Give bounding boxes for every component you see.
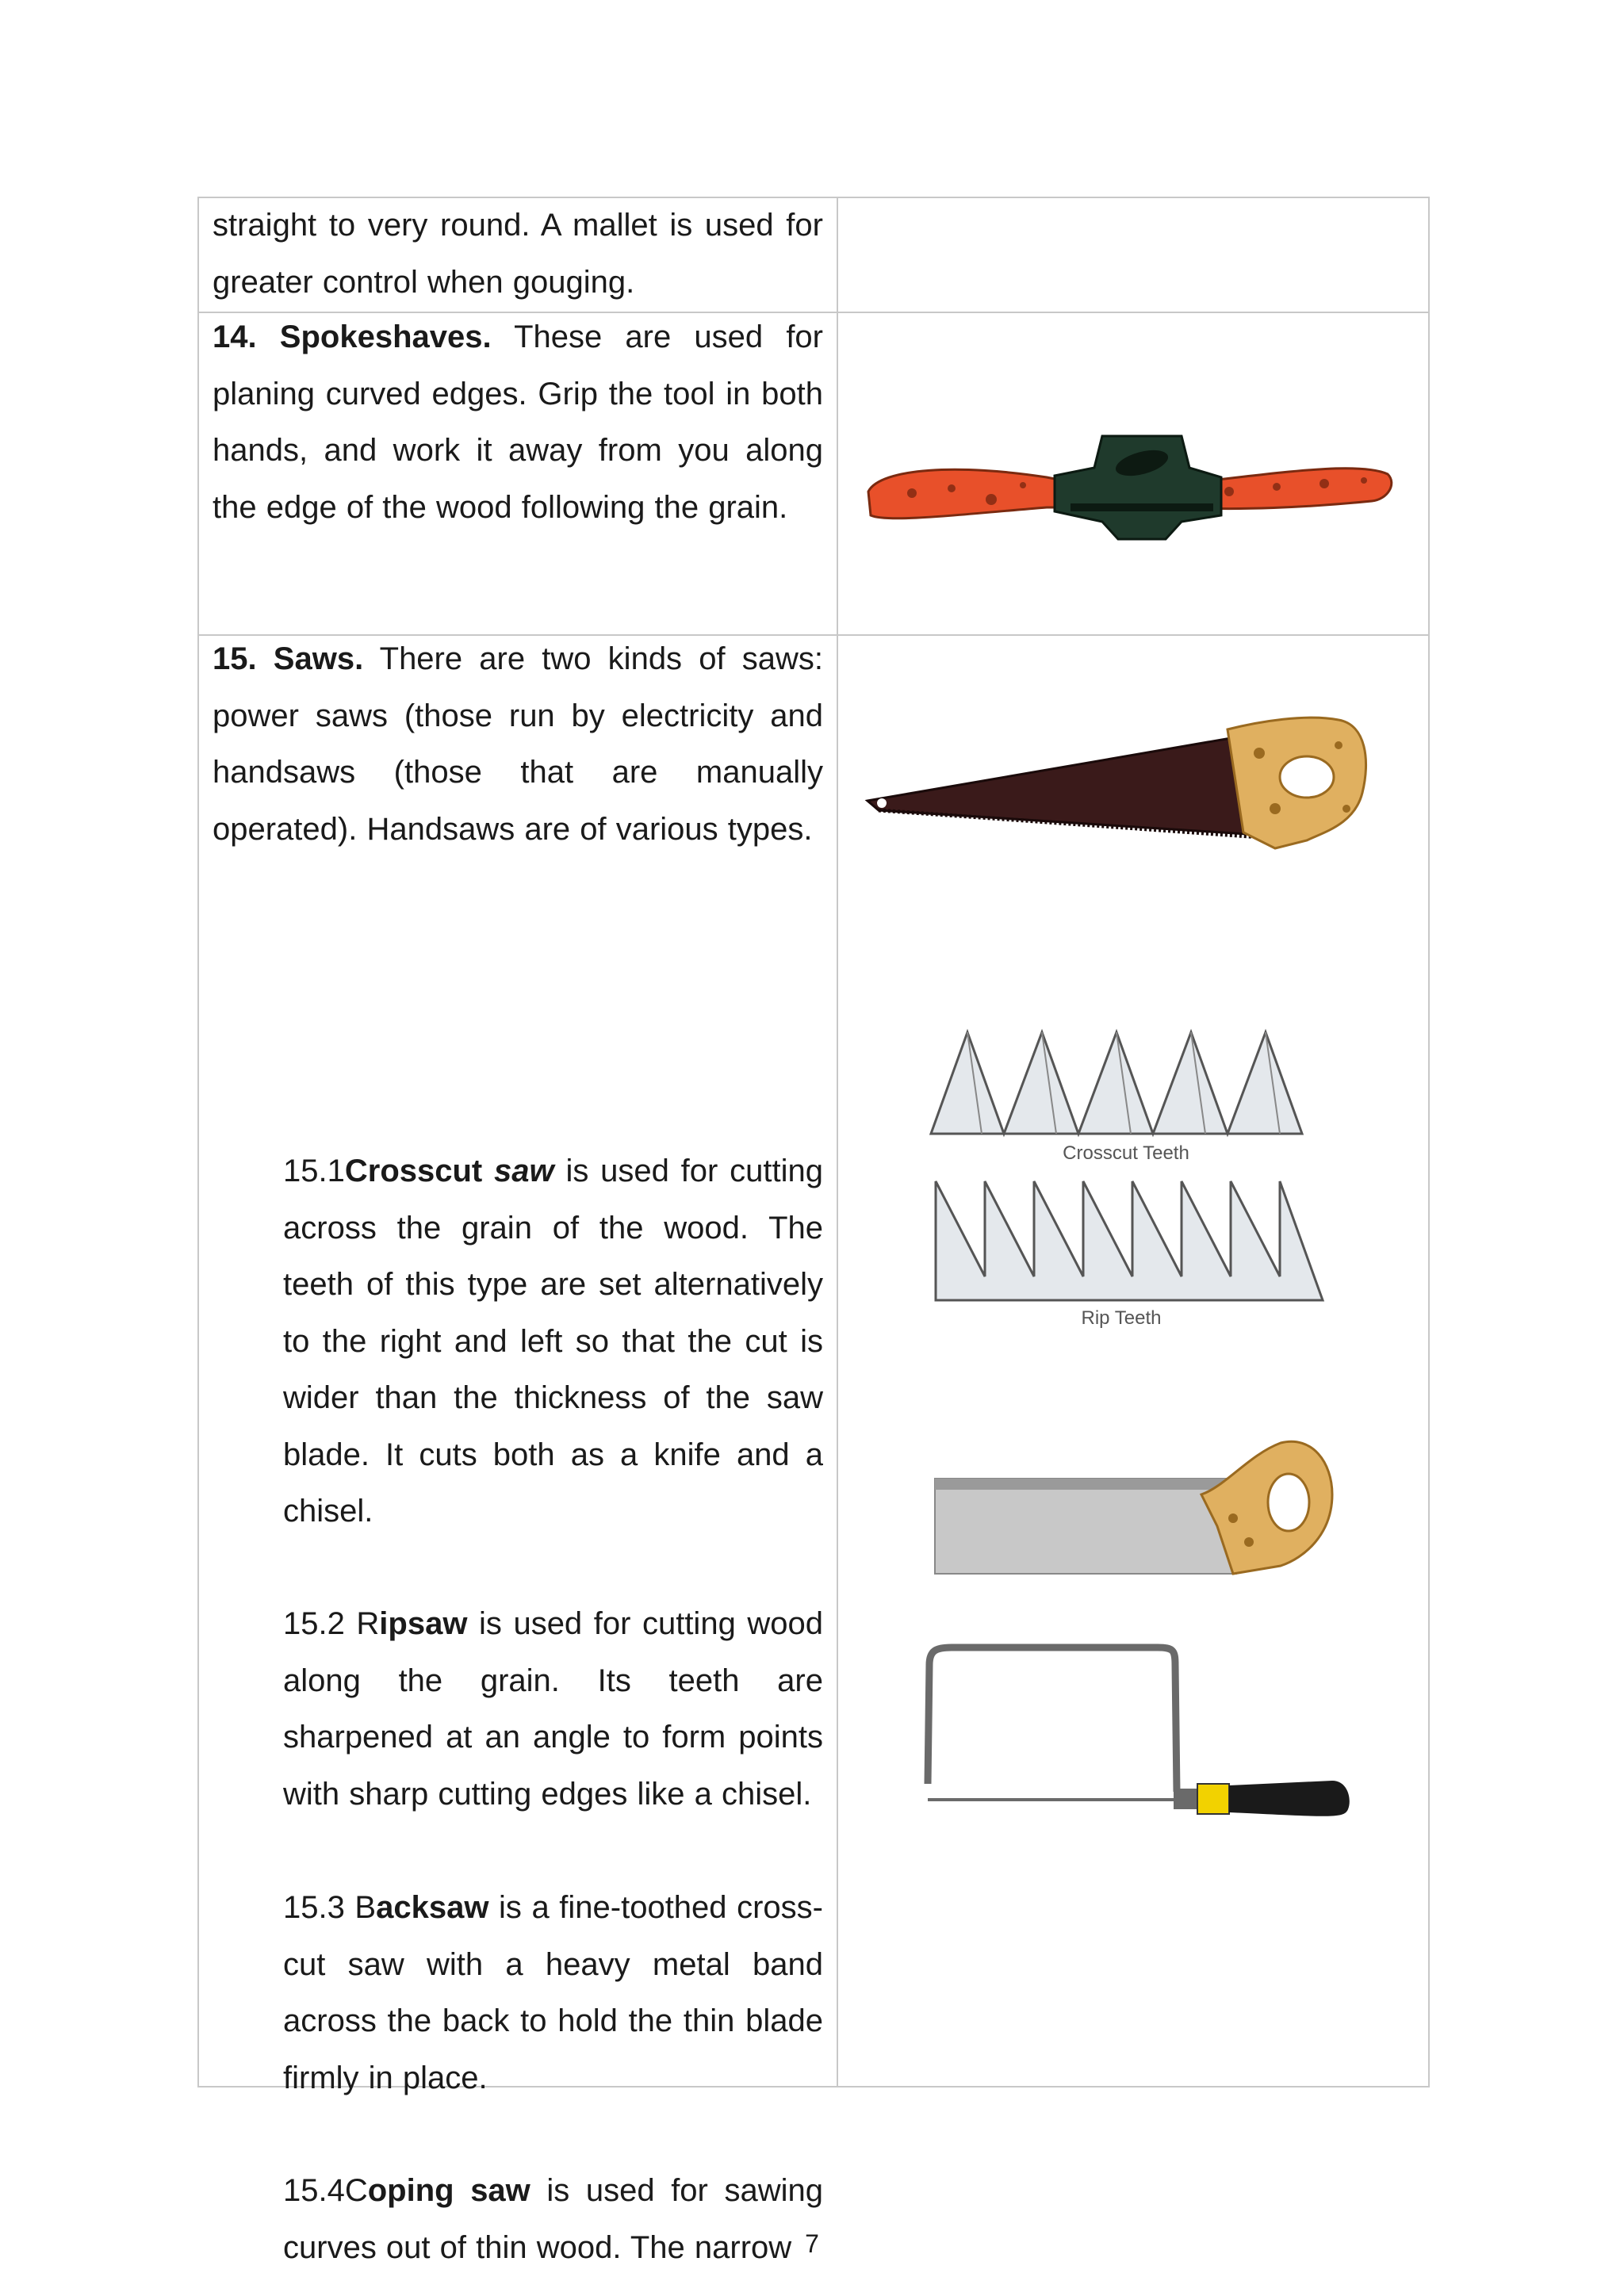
sub-number: 15.4C (283, 2173, 368, 2208)
column-divider (837, 198, 838, 2086)
saws-description: There are two kinds of saws: power saws (those run by electricity and handsaws (those that are manually operated). Handsaws are of various types. (213, 641, 824, 847)
ripsaw-text (283, 1596, 823, 1823)
sub-number: 15.3 B (283, 1890, 377, 1925)
rip-teeth-shape (936, 1181, 1323, 1300)
crosscut-term-italic: saw (494, 1154, 554, 1188)
backsaw-text (283, 1880, 823, 2107)
backsaw-description: is a fine-toothed cross-cut saw with a heavy metal band across the back to hold the thin blade firmly in place. (283, 1890, 823, 2095)
crosscut-saw-text (283, 1143, 823, 1540)
sub-number: 15.1 (283, 1154, 345, 1188)
handsaw-icon (863, 714, 1370, 876)
coping-saw-text (283, 2163, 823, 2276)
spokeshave-description: These are used for planing curved edges. Grip the tool in both hands, and work it away from you along the edge of the wood following the grain. (213, 320, 823, 525)
item-number: 14. (213, 320, 280, 354)
ripsaw-description: is used for cutting wood along the grain. Its teeth are sharpened at an angle to form points with sharp cutting edges like a chisel. (283, 1606, 823, 1812)
spokeshave-icon (864, 428, 1396, 555)
ripsaw-term: ipsaw (379, 1606, 468, 1641)
page-number: 7 (805, 2229, 819, 2258)
gouge-text-body: straight to very round. A mallet is used for greater control when gouging. (213, 208, 823, 300)
coping-saw-term: oping saw (367, 2173, 530, 2208)
crosscut-term: Crosscut (344, 1154, 495, 1188)
backsaw-icon (932, 1439, 1336, 1582)
rip-teeth-label: Rip Teeth (1081, 1307, 1162, 1329)
crosscut-teeth-label: Crosscut Teeth (1063, 1142, 1189, 1164)
sub-number: 15.2 R (283, 1606, 380, 1641)
spokeshave-text (213, 309, 823, 536)
gouge-text (213, 197, 823, 311)
backsaw-term: acksaw (376, 1890, 489, 1925)
coping-saw-icon (920, 1641, 1352, 1831)
crosscut-teeth-shape (931, 1032, 1302, 1134)
saws-term: Saws. (273, 641, 364, 676)
crosscut-description: is used for cutting across the grain of the wood. The teeth of this type are set alternatively to the right and left so that the cut is wider than the thickness of the saw blade. It cuts both as a knife and a chisel. (283, 1154, 824, 1529)
coping-saw-description: is used for sawing curves out of thin wood. The narrow (283, 2173, 823, 2265)
item-number: 15. (213, 641, 274, 676)
saws-text (213, 631, 823, 858)
saw-teeth-diagram (926, 1023, 1331, 1332)
spokeshave-term: Spokeshaves. (279, 320, 492, 354)
